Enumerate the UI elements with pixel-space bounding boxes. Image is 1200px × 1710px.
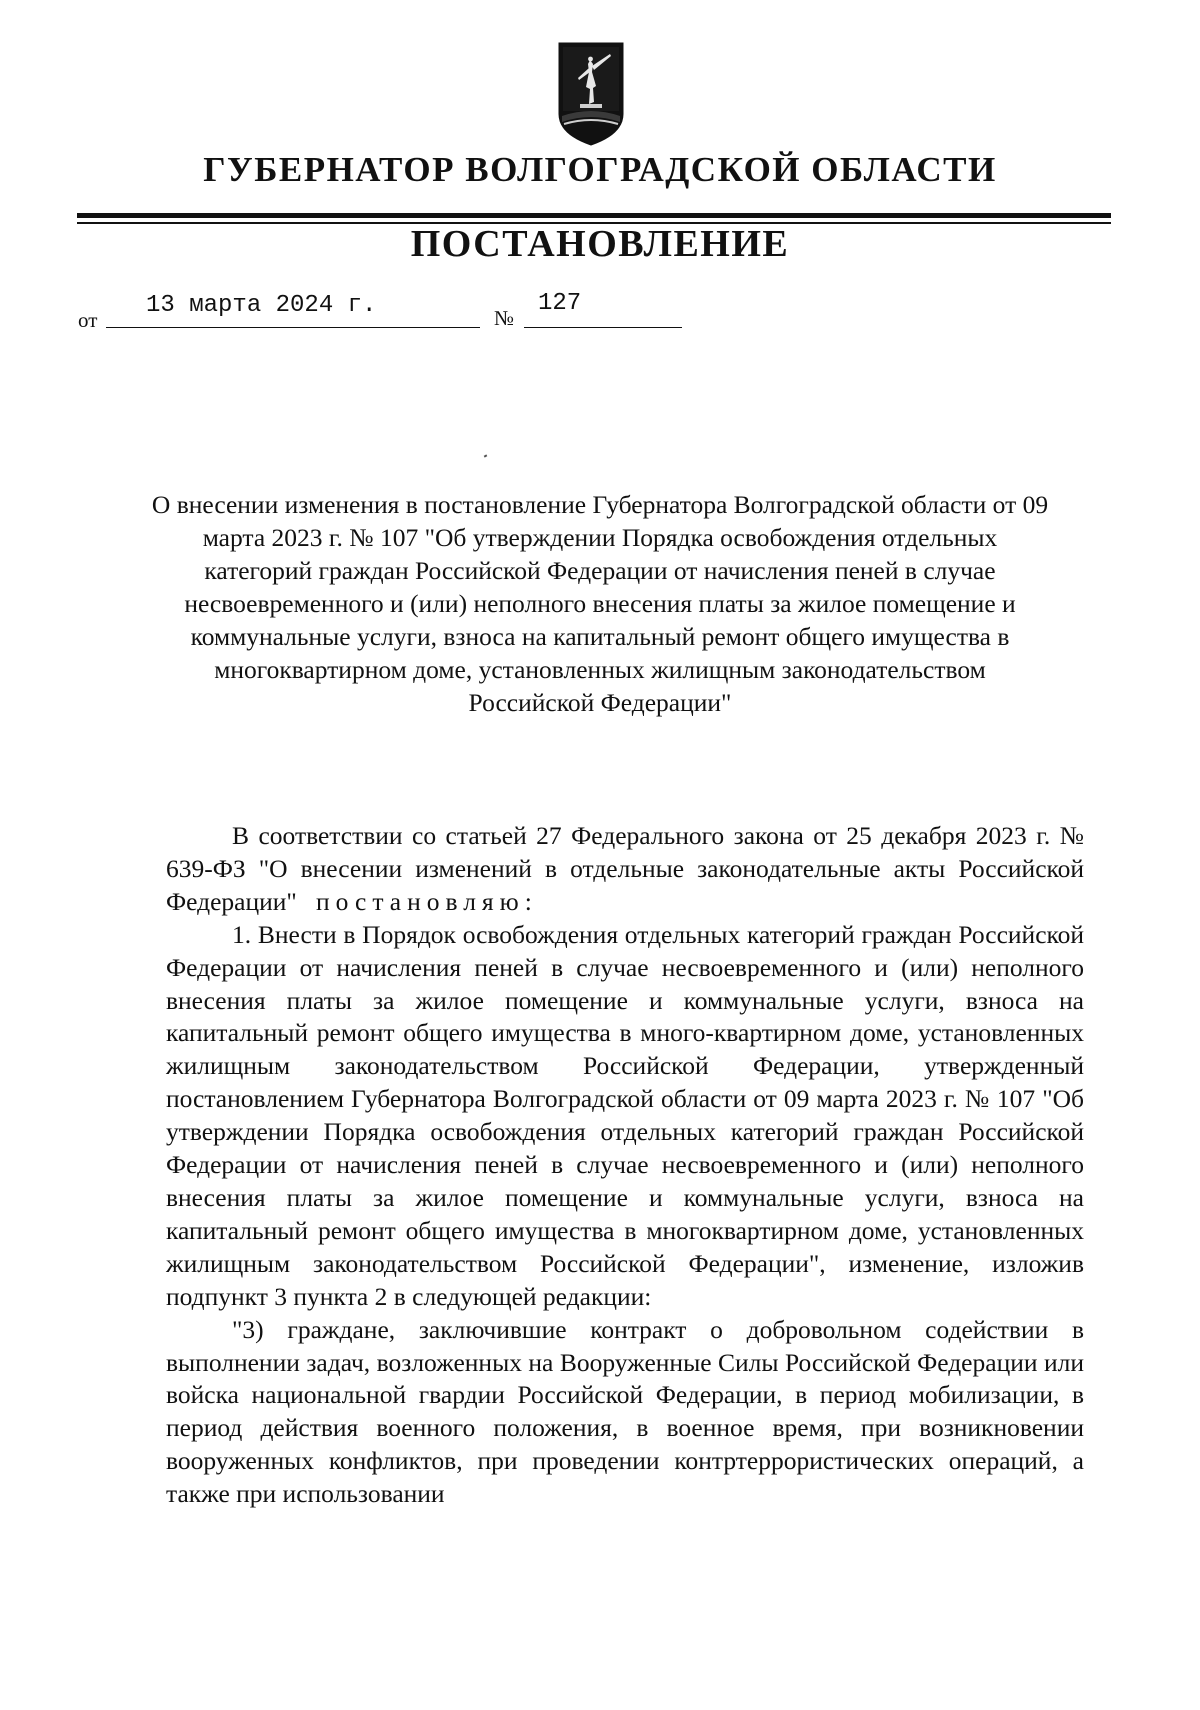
item-1-paragraph: 1. Внести в Порядок освобождения отдельных категорий граждан Российской Федерации от начисления пеней в случае несвоевременного и (или) неполного внесения платы за жилое помещение и коммунальные услуги, взноса на капитальный ремонт общего имущества в много-квартирном доме, установленных жилищным законодательством Российской Федерации, утвержденный постановлением Губернатора Волгоградской области от 09 марта 2023 г. № 107 "Об утверждении Порядка освобождения отдельных категорий граждан Российской Федерации от начисления пеней в случае несвоевременного и (или) неполного внесения платы за жилое помещение и коммунальные услуги, взноса на капитальный ремонт общего имущества в многоквартирном доме, установленных жилищным законодательством Российской Федерации", изменение, изложив подпункт 3 пункта 2 в следующей редакции: xyxy=(166,919,1084,1311)
document-title: О внесении изменения в постановление Губернатора Волгоградской области от 09 марта 2023 г. № 107 "Об утверждении Порядка освобождения отдельных категорий граждан Российской Федерации от начисления пеней в случае несвоевременного и (или) неполного внесения платы за жилое помещение и коммунальные услуги, взноса на капитальный ремонт общего имущества в многоквартирном доме, установленных жилищным законодательством Российской Федерации" xyxy=(151,490,1049,717)
volgograd-emblem-icon xyxy=(558,42,624,146)
date-prefix: от xyxy=(78,308,98,332)
scan-speck xyxy=(484,454,488,457)
document-body xyxy=(166,820,1084,1511)
document-type: ПОСТАНОВЛЕНИЕ xyxy=(410,223,790,265)
number-prefix: № xyxy=(494,306,515,330)
document-date: 13 марта 2024 г. xyxy=(146,292,377,319)
document-number: 127 xyxy=(538,290,582,317)
issuing-authority: ГУБЕРНАТОР ВОЛГОГРАДСКОЙ ОБЛАСТИ xyxy=(203,150,997,189)
preamble-text: В соответствии со статьей 27 Федерального закона от 25 декабря 2023 г. № 639-ФЗ "О внесении изменений в отдельные законодательные акты Российской Федерации" xyxy=(166,821,1084,916)
number-underline xyxy=(524,327,682,328)
item-1-subitem-3-paragraph: "3) граждане, заключившие контракт о добровольном содействии в выполнении задач, возложенных на Вооруженные Силы Российской Федерации или войска национальной гвардии Российской Федерации, в период мобилизации, в период действия военного положения, в военное время, при возникновении вооруженных конфликтов, при проведении контртеррористических операций, а также при использовании xyxy=(166,1314,1084,1509)
header-divider-thick xyxy=(77,213,1111,218)
resolve-word: постановляю: xyxy=(315,886,538,916)
date-underline xyxy=(106,327,480,328)
preamble-paragraph xyxy=(166,820,1084,919)
